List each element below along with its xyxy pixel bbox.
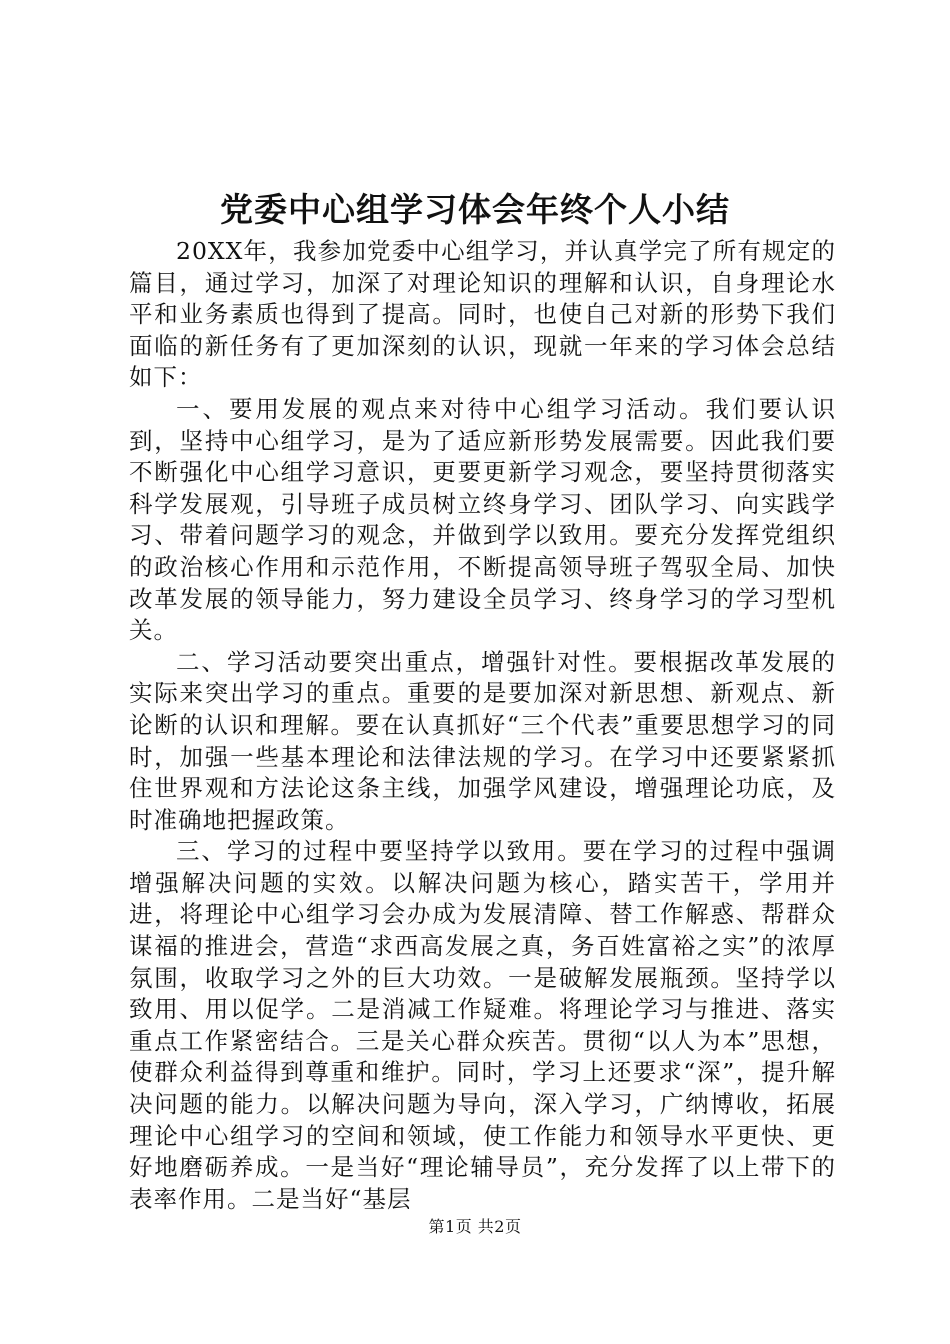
paragraph-section-2: 二、学习活动要突出重点，增强针对性。要根据改革发展的实际来突出学习的重点。重要的是要加深对新思想、新观点、新论断的认识和理解。要在认真抓好“三个代表”重要思想学习的同时，加强一些基本理论和法律法规的学习。在学习中还要紧紧抓住世界观和方法论这条主线，加强学风建设，增强理论功底，及时准确地把握政策。 — [129, 647, 836, 834]
paragraph-section-1: 一、要用发展的观点来对待中心组学习活动。我们要认识到，坚持中心组学习，是为了适应新形势发展需要。因此我们要不断强化中心组学习意识，更要更新学习观念，要坚持贯彻落实科学发展观，引导班子成员树立终身学习、团队学习、向实践学习、带着问题学习的观念，并做到学以致用。要充分发挥党组织的政治核心作用和示范作用，不断提高领导班子驾驭全局、加快改革发展的领导能力，努力建设全员学习、终身学习的学习型机关。 — [129, 394, 836, 645]
paragraph-intro: 20XX年，我参加党委中心组学习，并认真学完了所有规定的篇目，通过学习，加深了对理论知识的理解和认识，自身理论水平和业务素质也得到了提高。同时，也使自己对新的形势下我们面临的新任务有了更加深刻的认识，现就一年来的学习体会总结如下： — [129, 237, 836, 392]
document-title: 党委中心组学习体会年终个人小结 — [220, 190, 730, 229]
page-number-footer: 第1页 共2页 — [428, 1217, 522, 1236]
paragraph-section-3: 三、学习的过程中要坚持学以致用。要在学习的过程中强调增强解决问题的实效。以解决问题为核心，踏实苦干，学用并进，将理论中心组学习会办成为发展清障、替工作解惑、帮群众谋福的推进会，营造“求西高发展之真，务百姓富裕之实”的浓厚氛围，收取学习之外的巨大功效。一是破解发展瓶颈。坚持学以致用、用以促学。二是消减工作疑难。将理论学习与推进、落实重点工作紧密结合。三是关心群众疾苦。贯彻“以人为本”思想，使群众利益得到尊重和维护。同时，学习上还要求“深”，提升解决问题的能力。以解决问题为导向，深入学习，广纳博收，拓展理论中心组学习的空间和领域，使工作能力和领导水平更快、更好地磨砺养成。一是当好“理论辅导员”，充分发挥了以上带下的表率作用。二是当好“基层 — [129, 837, 836, 1213]
document-body — [129, 236, 836, 1215]
